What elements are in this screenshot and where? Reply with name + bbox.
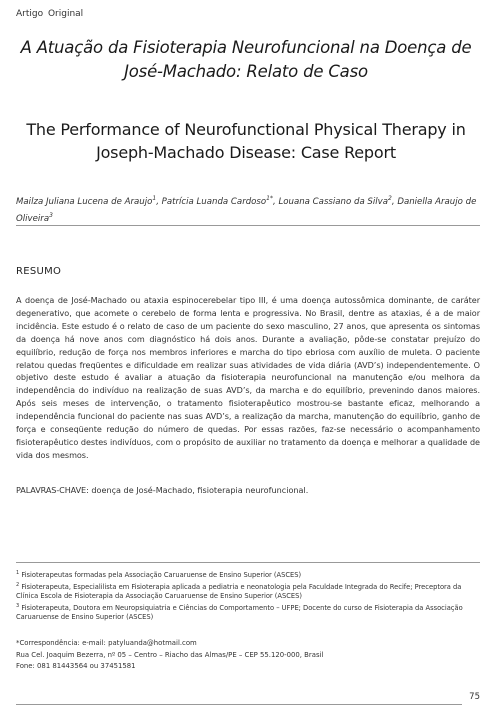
abstract-body: A doença de José-Machado ou ataxia espinocerebelar tipo III, é uma doença autossômica dominante, de caráter degenerativo, que acomete o cerebelo de forma lenta e progressiva. No Brasil, dentre as ataxias, é a de maior incidência. Este estudo é o relato de caso de um paciente do sexo masculino, 27 anos, que apresenta os sintomas da doença há nove anos com diagnóstico há dois anos. Durante a avaliação, pôde-se constatar prejuízo do equilíbrio, redução de força nos membros inferiores e marcha do tipo ebriosa com auxílio de muleta. O paciente relatou quedas freqüentes e dificuldade em realizar suas atividades de vida diária (AVD’s) independentemente. O objetivo deste estudo é avaliar a atuação da fisioterapia neurofuncional na manutenção e/ou melhora da independência do indivíduo na realização de suas AVD’s, da marcha e do equilíbrio, prevenindo danos maiores. Após seis meses de intervenção, o tratamento fisioterapêutico mostrou-se bastante eficaz, melhorando a independência funcional do paciente nas suas AVD’s, a realização da marcha, manutenção do equilíbrio, ganho de força e conseqüente redução do número de quedas. Por essas razões, faz-se necessário o acompanhamento fisioterapêutico destes indivíduos, com o propósito de auxiliar no tratamento da doença e melhorar a qualidade de vida dos mesmos. (16, 295, 480, 460)
correspondence-block (16, 638, 480, 673)
title-english: The Performance of Neurofunctional Physical Therapy in Joseph-Machado Disease: Case Report (26, 120, 466, 162)
footnotes (16, 569, 480, 623)
author-name: Mailza Juliana Lucena de Araujo (16, 196, 153, 207)
footnote-number: 3 (16, 602, 20, 609)
author-name: Patrícia Luanda Cardoso (161, 196, 267, 207)
author-list (16, 192, 484, 226)
footnote-text: Fisioterapeuta, Especialilista em Fisioterapia aplicada a pediatria e neonatologia pela Faculdade Integrada do Recife; Preceptora da Clínica Escola de Fisioterapia da Associação Caruaruense de Ensino Superior (ASCES) (16, 582, 462, 601)
title-portuguese: A Atuação da Fisioterapia Neurofuncional na Doença de José-Machado: Relato de Caso (20, 38, 472, 81)
author-affiliation: 1* (266, 195, 273, 202)
page-number: 75 (469, 692, 480, 702)
author-affiliation: 3 (49, 211, 53, 219)
divider (16, 225, 480, 226)
correspondence-address: Rua Cel. Joaquim Bezerra, nº 05 – Centro – Riacho das Almas/PE – CEP 55.120-000, Brasil (16, 650, 324, 659)
footnote-text: Fisioterapeuta, Doutora em Neuropsiquiatria e Ciências do Comportamento – UFPE; Docente do curso de Fisioterapia da Associação Caruaruense de Ensino Superior (ASCES) (16, 603, 463, 622)
author-affiliation: 2 (388, 195, 392, 202)
article-type-label: Artigo Original (16, 9, 84, 19)
keywords: PALAVRAS-CHAVE: doença de José-Machado, fisioterapia neurofuncional. (16, 485, 309, 495)
keywords-label: PALAVRAS-CHAVE (16, 485, 87, 495)
footnote-text: Fisioterapeutas formadas pela Associação Caruaruense de Ensino Superior (ASCES) (21, 571, 302, 580)
footnote-number: 2 (16, 581, 20, 588)
footnote (16, 581, 480, 602)
author-affiliation: 1 (152, 195, 157, 202)
keywords-value: doença de José-Machado, fisioterapia neurofuncional. (91, 485, 309, 495)
correspondence-email: *Correspondência: e-mail: patyluanda@hotmail.com (16, 639, 197, 647)
abstract-heading: RESUMO (16, 266, 62, 277)
author-separator: , (273, 196, 279, 207)
divider (16, 562, 480, 563)
author-separator: , (156, 196, 162, 207)
footnote (16, 602, 480, 623)
author-name: Daniella Araujo de Oliveira (16, 196, 477, 224)
correspondence-phone: Fone: 081 81443564 ou 37451581 (16, 662, 136, 670)
footnote-number: 1 (16, 570, 20, 576)
author-separator: , (391, 196, 398, 207)
footer-rule (16, 704, 462, 705)
author-name: Louana Cassiano da Silva (278, 196, 389, 207)
footnote (16, 569, 480, 581)
